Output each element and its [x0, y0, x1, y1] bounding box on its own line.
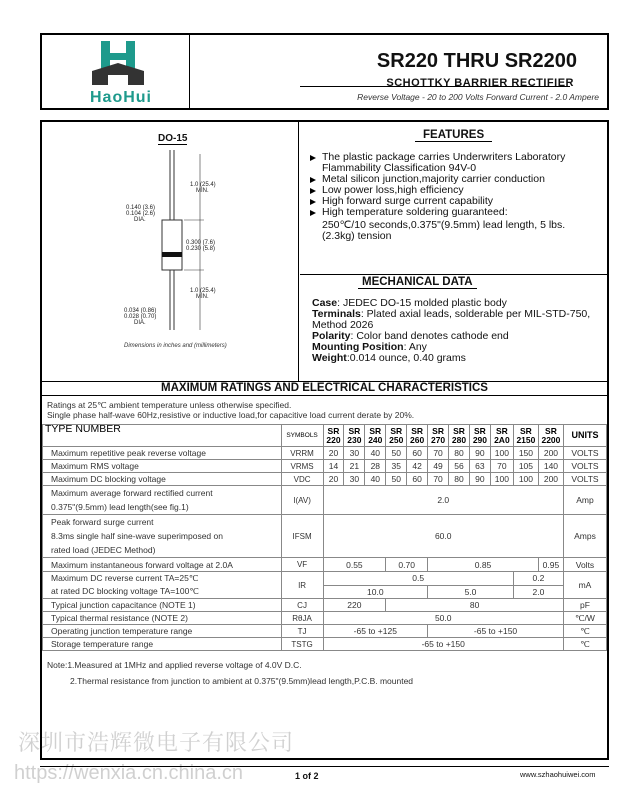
table-note-2: 2.Thermal resistance from junction to ambient at 0.375"(9.5mm)lead length,P.C.B. mounted — [70, 676, 414, 686]
value-cell: 50 — [386, 473, 407, 486]
part-number: 250 — [389, 434, 404, 445]
mech-value: : JEDEC DO-15 molded plastic body — [337, 297, 507, 309]
value-cell: 60.0 — [323, 515, 563, 558]
value-cell: 0.55 — [323, 558, 386, 572]
mech-value: : Color band denotes cathode end — [350, 330, 509, 342]
features-list — [310, 152, 600, 242]
feature-item-extra: 250℃/10 seconds,0.375"(9.5mm) lead length, 5 lbs. (2.3kg) tension — [322, 219, 566, 242]
page-subtitle: SCHOTTKY BARRIER RECTIFIER — [386, 77, 574, 89]
value-cell: 70 — [490, 460, 513, 473]
value-cell: 200 — [538, 473, 563, 486]
value-cell: 60 — [407, 447, 428, 460]
feature-item: Metal silicon junction,majority carrier conduction — [310, 174, 600, 185]
dim-text: 0.028 (0.70) — [124, 314, 157, 320]
value-cell: 100 — [513, 473, 538, 486]
feature-item: High temperature soldering guaranteed: — [310, 207, 600, 218]
part-prefix: SR — [390, 425, 403, 436]
param-label-line: rated load (JEDEC Method) — [51, 545, 156, 555]
param-label: Maximum repetitive peak reverse voltage — [43, 447, 282, 460]
ratings-notes — [47, 400, 414, 420]
ratings-table — [42, 424, 607, 651]
param-symbol: TSTG — [281, 638, 323, 651]
mech-value: : Any — [403, 341, 427, 353]
part-prefix: SR — [545, 425, 557, 436]
value-cell: 2.0 — [513, 585, 563, 599]
part-prefix: SR — [474, 425, 486, 436]
value-cell: 30 — [344, 473, 365, 486]
watermark-url: https://wenxia.cn.china.cn — [14, 762, 244, 784]
table-row — [43, 572, 607, 586]
part-number: 270 — [430, 434, 446, 445]
part-number: 290 — [472, 434, 487, 445]
mech-label: Mounting Position — [312, 341, 404, 353]
value-cell: 10.0 — [323, 585, 428, 599]
mech-value: : Plated axial leads, solderable per MIL-STD-750, Method 2026 — [312, 308, 591, 331]
param-label: Operating junction temperature range — [43, 625, 282, 638]
dim-lead-length-2 — [190, 288, 216, 300]
dim-body-length — [186, 240, 215, 252]
dim-text: MIN. — [196, 188, 209, 194]
value-cell: 70 — [428, 447, 449, 460]
part-header — [469, 425, 490, 447]
param-symbol: VRRM — [281, 447, 323, 460]
param-label-line: 0.375"(9.5mm) lead length(see fig.1) — [51, 502, 189, 512]
param-label-line: 8.3ms single half sine-wave superimposed on — [51, 531, 223, 541]
brand-name: HaoHui — [90, 89, 152, 106]
page-number: 1 of 2 — [295, 771, 319, 781]
value-cell: 28 — [365, 460, 386, 473]
part-number: 230 — [347, 434, 362, 445]
value-cell: -65 to +150 — [323, 638, 563, 651]
value-cell: 5.0 — [428, 585, 514, 599]
param-label-line: Maximum average forward rectified current — [51, 488, 213, 498]
param-symbol: VF — [281, 558, 323, 572]
table-row — [43, 638, 607, 651]
dim-text: 0.034 (0.86) — [124, 308, 157, 314]
part-number: 260 — [410, 434, 425, 445]
unit-cell: VOLTS — [563, 447, 606, 460]
mechanical-data — [312, 298, 604, 364]
dim-lead-dia — [124, 308, 156, 326]
mech-label: Case — [312, 297, 338, 309]
part-header — [323, 425, 344, 447]
unit-cell: pF — [563, 599, 606, 612]
param-symbol: IR — [281, 572, 323, 599]
part-number: 220 — [326, 434, 341, 445]
mech-label: Weight — [312, 352, 347, 364]
param-label — [43, 486, 282, 515]
param-symbol: RθJA — [281, 612, 323, 625]
symbols-header: SYMBOLS — [281, 425, 323, 447]
value-cell: 80 — [449, 447, 470, 460]
feature-item: Low power loss,high efficiency — [310, 185, 600, 196]
haohui-logo-icon — [88, 41, 148, 87]
value-cell: 100 — [490, 447, 513, 460]
value-cell: 14 — [323, 460, 344, 473]
table-row — [43, 486, 607, 515]
type-number-header: TYPE NUMBER — [43, 425, 282, 447]
value-cell: 49 — [428, 460, 449, 473]
mech-weight — [312, 353, 604, 364]
param-label: Storage temperature range — [43, 638, 282, 651]
unit-cell: VOLTS — [563, 460, 606, 473]
table-row — [43, 625, 607, 638]
page-title: SR220 THRU SR2200 — [376, 50, 577, 72]
value-cell: 100 — [490, 473, 513, 486]
table-note-1: Note:1.Measured at 1MHz and applied reverse voltage of 4.0V D.C. — [47, 660, 302, 670]
param-symbol: IFSM — [281, 515, 323, 558]
part-header — [407, 425, 428, 447]
table-row — [43, 515, 607, 558]
unit-cell: Amp — [563, 486, 606, 515]
param-label: Maximum DC blocking voltage — [43, 473, 282, 486]
features-separator — [300, 274, 607, 275]
package-name: DO-15 — [158, 133, 188, 144]
table-row — [43, 599, 607, 612]
param-label — [43, 515, 282, 558]
value-cell: 0.5 — [323, 572, 513, 586]
value-cell: 21 — [344, 460, 365, 473]
dimensions-caption: Dimensions in inches and (millimeters) — [124, 343, 227, 349]
value-cell: 42 — [407, 460, 428, 473]
feature-item: The plastic package carries Underwriters Laboratory Flammability Classification 94V-0 — [310, 152, 600, 174]
part-header — [449, 425, 470, 447]
param-label-line: Maximum DC reverse current TA=25℃ — [51, 573, 199, 583]
mech-value: :0.014 ounce, 0.40 grams — [346, 352, 466, 364]
value-cell: 80 — [449, 473, 470, 486]
value-cell: 40 — [365, 447, 386, 460]
value-cell: 56 — [449, 460, 470, 473]
part-header — [365, 425, 386, 447]
value-cell: 2.0 — [323, 486, 563, 515]
logo-cell — [40, 33, 190, 110]
dim-lead-length — [190, 182, 216, 194]
part-prefix: SR — [348, 425, 361, 436]
table-row — [43, 447, 607, 460]
param-label: Typical junction capacitance (NOTE 1) — [43, 599, 282, 612]
value-cell: -65 to +150 — [428, 625, 564, 638]
part-prefix: SR — [369, 425, 382, 436]
param-label: Typical thermal resistance (NOTE 2) — [43, 612, 282, 625]
dim-text: 0.230 (5.8) — [186, 246, 216, 252]
part-number: 2A0 — [494, 434, 510, 445]
mechanical-title: MECHANICAL DATA — [358, 276, 477, 289]
unit-cell: Amps — [563, 515, 606, 558]
part-prefix: SR — [411, 425, 424, 436]
value-cell: 90 — [469, 473, 490, 486]
value-cell: 50 — [386, 447, 407, 460]
value-cell: 20 — [323, 447, 344, 460]
value-cell: 35 — [386, 460, 407, 473]
ratings-summary: Reverse Voltage - 20 to 200 Volts Forward Current - 2.0 Ampere — [357, 92, 599, 102]
table-row — [43, 558, 607, 572]
part-header — [513, 425, 538, 447]
footer-url[interactable]: www.szhaohuiwei.com — [520, 770, 596, 779]
param-label: Maximum instantaneous forward voltage at 2.0A — [43, 558, 282, 572]
unit-cell: ℃/W — [563, 612, 606, 625]
ratings-title: MAXIMUM RATINGS AND ELECTRICAL CHARACTERISTICS — [42, 381, 607, 396]
part-number: 240 — [368, 434, 383, 445]
unit-cell: ℃ — [563, 638, 606, 651]
dim-text: MIN. — [196, 294, 209, 300]
value-cell: 40 — [365, 473, 386, 486]
mech-terminals — [312, 309, 604, 331]
value-cell: 80 — [386, 599, 564, 612]
param-symbol: CJ — [281, 599, 323, 612]
part-header — [386, 425, 407, 447]
unit-cell: VOLTS — [563, 473, 606, 486]
ratings-note-2: Single phase half-wave 60Hz,resistive or inductive load,for capacitive load current derate by 20%. — [47, 410, 415, 420]
param-symbol: VDC — [281, 473, 323, 486]
part-prefix: SR — [327, 425, 340, 436]
value-cell: 50.0 — [323, 612, 563, 625]
param-label-line: at rated DC blocking voltage TA=100℃ — [51, 586, 199, 596]
param-symbol: VRMS — [281, 460, 323, 473]
part-header — [490, 425, 513, 447]
feature-item: High forward surge current capability — [310, 196, 600, 207]
table-row — [43, 473, 607, 486]
dim-text: 1.0 (25.4) — [190, 182, 216, 188]
table-row — [43, 612, 607, 625]
value-cell: 105 — [513, 460, 538, 473]
dim-text: DIA. — [134, 320, 146, 326]
part-number: 2150 — [516, 434, 536, 445]
value-cell: 0.95 — [538, 558, 563, 572]
value-cell: 20 — [323, 473, 344, 486]
param-label: Maximum RMS voltage — [43, 460, 282, 473]
part-prefix: SR — [453, 425, 465, 436]
dim-body-dia — [126, 205, 155, 223]
part-header — [428, 425, 449, 447]
dim-text: DIA. — [134, 217, 146, 223]
table-header-row — [43, 425, 607, 447]
value-cell: 0.2 — [513, 572, 563, 586]
param-symbol: I(AV) — [281, 486, 323, 515]
value-cell: 220 — [323, 599, 386, 612]
param-label — [43, 572, 282, 599]
value-cell: 0.85 — [428, 558, 539, 572]
value-cell: 200 — [538, 447, 563, 460]
dim-text: 1.0 (25.4) — [190, 288, 216, 294]
dim-text: 0.104 (2.6) — [126, 211, 156, 217]
value-cell: 90 — [469, 447, 490, 460]
value-cell: 60 — [407, 473, 428, 486]
mech-label: Polarity — [312, 330, 351, 342]
ratings-note-1: Ratings at 25℃ ambient temperature unless otherwise specified. — [47, 400, 292, 410]
part-number: 2200 — [541, 434, 561, 445]
unit-cell: Volts — [563, 558, 606, 572]
part-header — [344, 425, 365, 447]
unit-cell: mA — [563, 572, 606, 599]
value-cell: 30 — [344, 447, 365, 460]
param-label-line: Peak forward surge current — [51, 517, 154, 527]
part-prefix: SR — [520, 425, 532, 436]
part-number: 280 — [451, 434, 467, 445]
dim-text: 0.140 (3.6) — [126, 205, 156, 211]
param-symbol: TJ — [281, 625, 323, 638]
value-cell: 70 — [428, 473, 449, 486]
value-cell: -65 to +125 — [323, 625, 428, 638]
value-cell: 140 — [538, 460, 563, 473]
value-cell: 63 — [469, 460, 490, 473]
footer-rule — [40, 766, 609, 767]
features-title: FEATURES — [415, 129, 492, 142]
table-row — [43, 460, 607, 473]
part-prefix: SR — [495, 425, 508, 436]
value-cell: 150 — [513, 447, 538, 460]
vertical-divider — [298, 122, 299, 381]
watermark-company: 深圳市浩辉微电子有限公司 — [18, 730, 295, 755]
unit-cell: ℃ — [563, 625, 606, 638]
units-header: UNITS — [563, 425, 606, 447]
part-prefix: SR — [432, 425, 444, 436]
value-cell: 0.70 — [386, 558, 428, 572]
mech-label: Terminals — [312, 308, 361, 320]
dim-text: 0.300 (7.6) — [186, 240, 216, 246]
part-header — [538, 425, 563, 447]
